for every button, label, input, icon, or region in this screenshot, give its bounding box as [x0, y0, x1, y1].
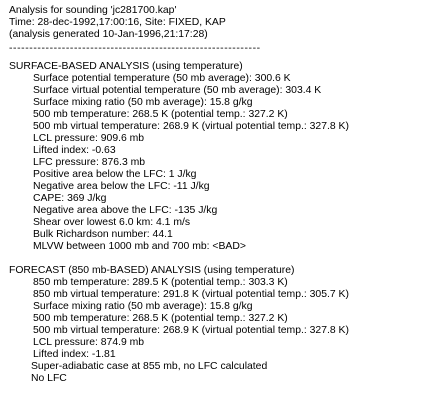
analysis-title: Analysis for sounding 'jc281700.kap' — [9, 5, 177, 16]
surface-line: Shear over lowest 6.0 km: 4.1 m/s — [33, 217, 191, 228]
forecast-section-title: FORECAST (850 mb-BASED) ANALYSIS (using temperature) — [9, 265, 295, 276]
surface-line: Surface mixing ratio (50 mb average): 15.8 g/kg — [33, 97, 253, 108]
forecast-line: 850 mb virtual temperature: 291.8 K (virtual potential temp.: 305.7 K) — [33, 289, 349, 300]
generated-line: (analysis generated 10-Jan-1996,21:17:28) — [9, 29, 208, 40]
surface-line: Bulk Richardson number: 44.1 — [33, 229, 173, 240]
forecast-line: Surface mixing ratio (50 mb average): 15.8 g/kg — [33, 301, 253, 312]
time-site-line: Time: 28-dec-1992,17:00:16, Site: FIXED, KAP — [9, 17, 226, 28]
forecast-line: Lifted index: -1.81 — [33, 349, 116, 360]
forecast-line: 850 mb temperature: 289.5 K (potential temp.: 303.3 K) — [33, 277, 288, 288]
surface-line: Surface virtual potential temperature (50 mb average): 303.4 K — [33, 85, 322, 96]
surface-line: Negative area above the LFC: -135 J/kg — [33, 205, 218, 216]
dashed-rule: -------------------------------------------------------------- — [9, 43, 261, 54]
forecast-note: No LFC — [31, 373, 67, 384]
surface-line: Negative area below the LFC: -11 J/kg — [33, 181, 210, 192]
surface-line: Surface potential temperature (50 mb average): 300.6 K — [33, 73, 291, 84]
surface-section-title: SURFACE-BASED ANALYSIS (using temperature) — [9, 61, 243, 72]
surface-line: Lifted index: -0.63 — [33, 145, 116, 156]
forecast-note: Super-adiabatic case at 855 mb, no LFC calculated — [31, 361, 268, 372]
surface-line: CAPE: 369 J/kg — [33, 193, 107, 204]
surface-line: 500 mb virtual temperature: 268.9 K (virtual potential temp.: 327.8 K) — [33, 121, 349, 132]
forecast-line: 500 mb virtual temperature: 268.9 K (virtual potential temp.: 327.8 K) — [33, 325, 349, 336]
surface-line: LCL pressure: 909.6 mb — [33, 133, 145, 144]
surface-line: MLVW between 1000 mb and 700 mb: <BAD> — [33, 241, 246, 252]
forecast-line: 500 mb temperature: 268.5 K (potential temp.: 327.2 K) — [33, 313, 288, 324]
surface-line: 500 mb temperature: 268.5 K (potential temp.: 327.2 K) — [33, 109, 288, 120]
forecast-line: LCL pressure: 874.9 mb — [33, 337, 145, 348]
surface-line: Positive area below the LFC: 1 J/kg — [33, 169, 197, 180]
surface-line: LFC pressure: 876.3 mb — [33, 157, 146, 168]
